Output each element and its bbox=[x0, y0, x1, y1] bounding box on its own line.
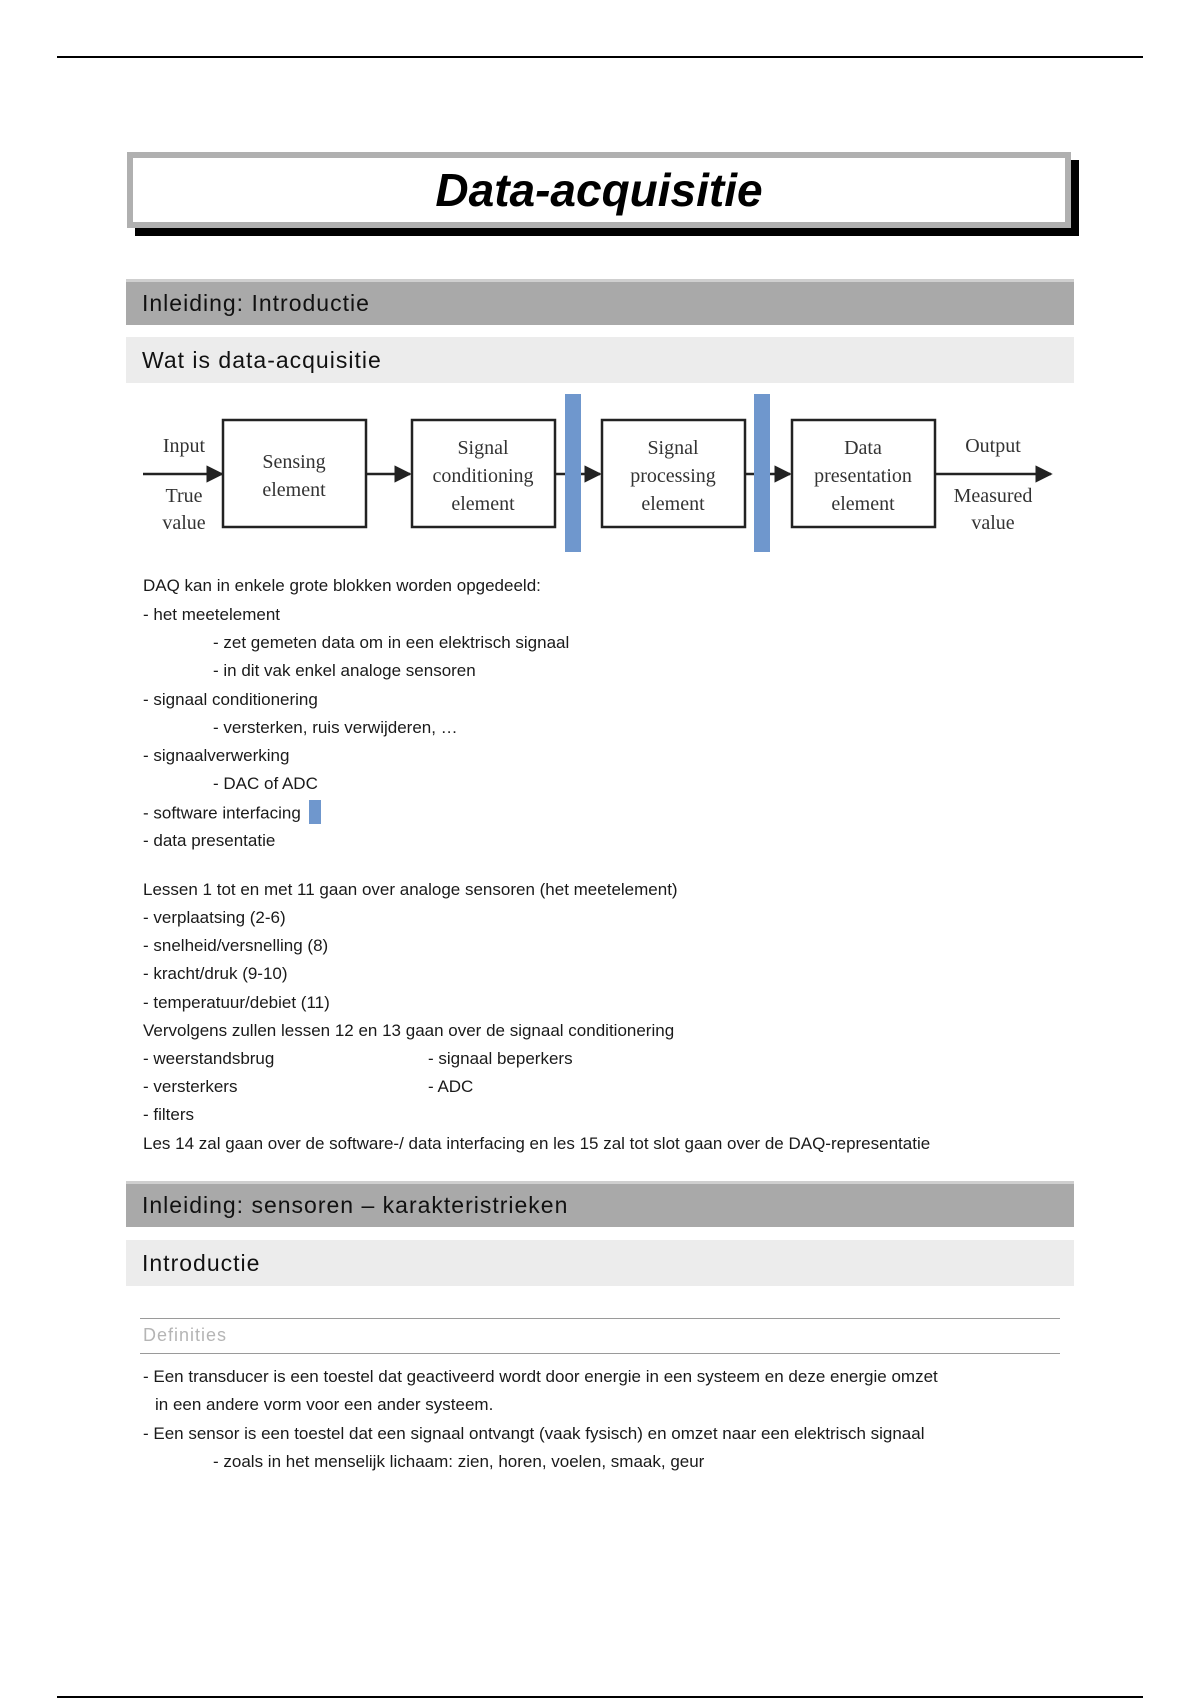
conditioning-block-line3: element bbox=[451, 493, 515, 515]
page-title: Data-acquisitie bbox=[435, 164, 763, 216]
subheading-introductie: Introductie bbox=[126, 1240, 1074, 1286]
definition-sensor-example: - zoals in het menselijk lichaam: zien, horen, voelen, smaak, geur bbox=[213, 1452, 705, 1471]
daq-intro: DAQ kan in enkele grote blokken worden opgedeeld: bbox=[143, 576, 541, 595]
blue-marker bbox=[309, 800, 321, 824]
conditioning-block-line2: conditioning bbox=[432, 465, 534, 487]
bottom-rule bbox=[57, 1696, 1143, 1698]
subheading-what-is-daq: Wat is data-acquisitie bbox=[126, 337, 1074, 383]
list-item: - snelheid/versnelling (8) bbox=[143, 936, 329, 955]
blue-divider-2 bbox=[754, 394, 770, 552]
list-item: - data presentatie bbox=[143, 831, 276, 850]
output-label: Output bbox=[965, 435, 1021, 457]
definitions-rule-bottom bbox=[140, 1353, 1060, 1354]
list-item: - het meetelement bbox=[143, 605, 281, 624]
measured-value-line1: Measured bbox=[953, 485, 1033, 507]
section-heading-sensors: Inleiding: sensoren – karakteristrieken bbox=[126, 1181, 1074, 1227]
true-value-line2: value bbox=[162, 512, 206, 534]
list-item: - weerstandsbrug bbox=[143, 1049, 275, 1068]
list-item: - temperatuur/debiet (11) bbox=[143, 993, 330, 1012]
daq-block-diagram bbox=[140, 392, 1060, 554]
input-label: Input bbox=[162, 435, 206, 457]
list-item: - filters bbox=[143, 1105, 194, 1124]
processing-block-line2: processing bbox=[630, 465, 716, 487]
definitions-rule-top bbox=[140, 1318, 1060, 1319]
title-box bbox=[127, 152, 1071, 228]
presentation-block-line1: Data bbox=[844, 437, 882, 459]
presentation-block-line3: element bbox=[831, 493, 895, 515]
list-item: - verplaatsing (2-6) bbox=[143, 908, 286, 927]
processing-block-line1: Signal bbox=[647, 437, 699, 459]
measured-value-line2: value bbox=[971, 512, 1015, 534]
lessons-intro: Lessen 1 tot en met 11 gaan over analoge sensoren (het meetelement) bbox=[143, 880, 678, 899]
list-item: - versterkers bbox=[143, 1077, 238, 1096]
definitions-label: Definities bbox=[143, 1325, 228, 1345]
conditioning-intro: Vervolgens zullen lessen 12 en 13 gaan over de signaal conditionering bbox=[143, 1021, 675, 1040]
list-item-software-interfacing bbox=[143, 802, 321, 826]
blue-divider-1 bbox=[565, 394, 581, 552]
list-item: - ADC bbox=[428, 1077, 474, 1096]
lessons-final: Les 14 zal gaan over de software-/ data interfacing en les 15 zal tot slot gaan over de DAQ-representatie bbox=[143, 1134, 931, 1153]
conditioning-block-line1: Signal bbox=[457, 437, 509, 459]
definition-transducer-cont: in een andere vorm voor een ander systeem. bbox=[155, 1395, 494, 1414]
list-item: - DAC of ADC bbox=[213, 774, 318, 793]
list-item-label: - software interfacing bbox=[143, 803, 301, 823]
list-item: - in dit vak enkel analoge sensoren bbox=[213, 661, 476, 680]
definition-sensor: - Een sensor is een toestel dat een signaal ontvangt (vaak fysisch) en omzet naar een elektrisch signaal bbox=[143, 1424, 925, 1443]
list-item: - kracht/druk (9-10) bbox=[143, 964, 288, 983]
true-value-line1: True bbox=[165, 485, 203, 507]
sensing-block-line2: element bbox=[262, 479, 326, 501]
list-item: - versterken, ruis verwijderen, … bbox=[213, 718, 458, 737]
top-rule bbox=[57, 56, 1143, 58]
processing-block-line3: element bbox=[641, 493, 705, 515]
list-item: - signaalverwerking bbox=[143, 746, 290, 765]
sensing-element-block bbox=[223, 420, 366, 527]
presentation-block-line2: presentation bbox=[814, 465, 912, 487]
section-heading-intro: Inleiding: Introductie bbox=[126, 279, 1074, 325]
definition-transducer: - Een transducer is een toestel dat geactiveerd wordt door energie in een systeem en deze energie omzet bbox=[143, 1367, 938, 1386]
list-item: - signaal conditionering bbox=[143, 690, 318, 709]
sensing-block-line1: Sensing bbox=[262, 451, 326, 473]
list-item: - signaal beperkers bbox=[428, 1049, 573, 1068]
list-item: - zet gemeten data om in een elektrisch signaal bbox=[213, 633, 570, 652]
